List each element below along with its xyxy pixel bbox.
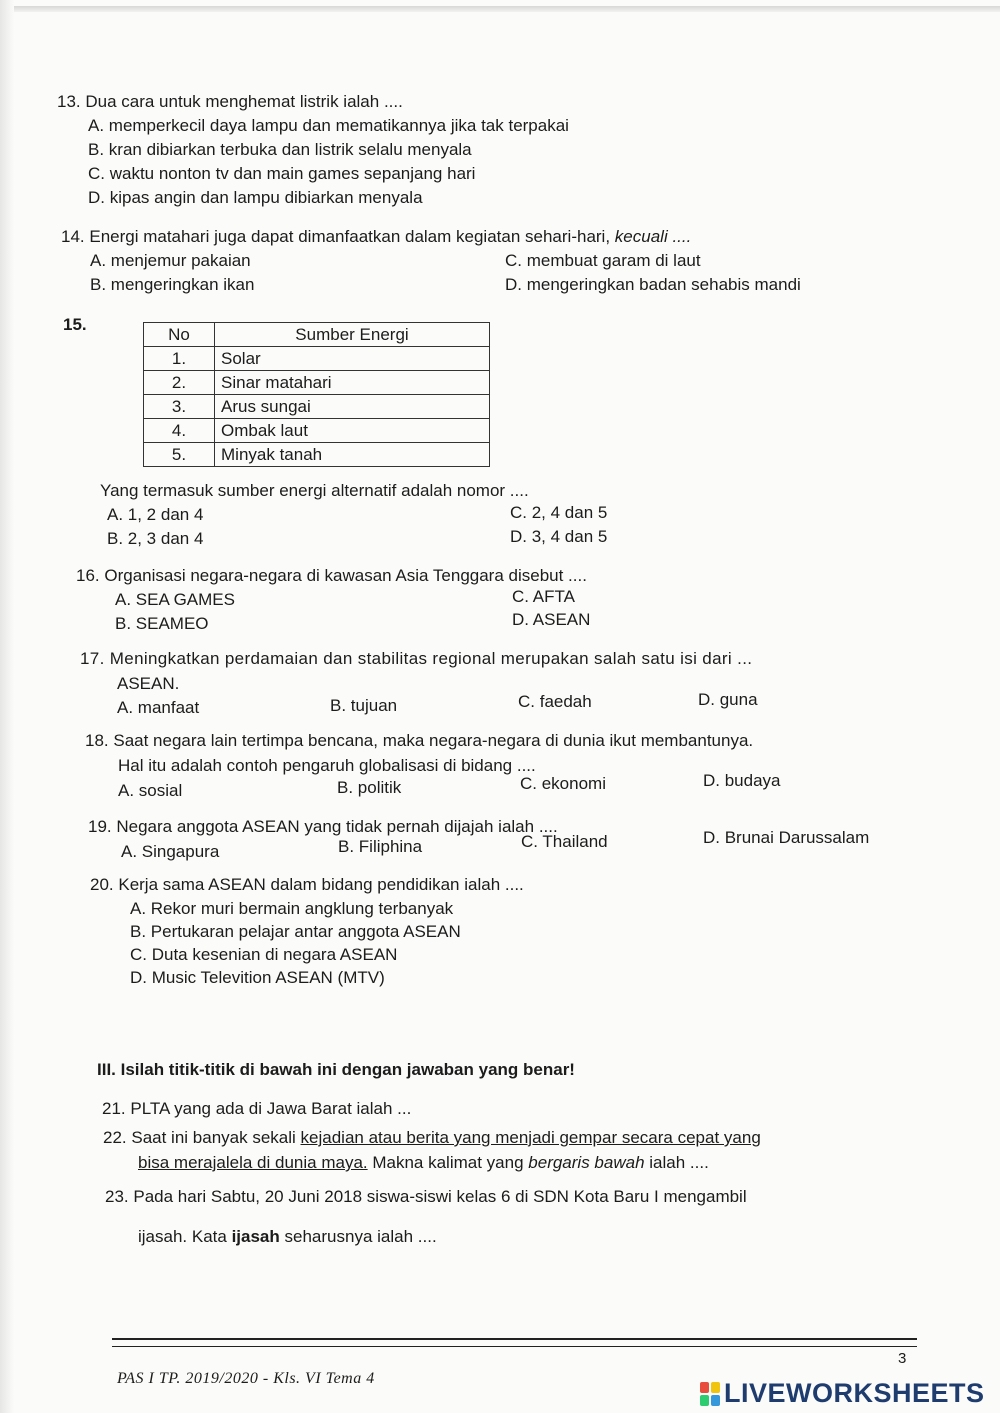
question-13-option-d: D. kipas angin dan lampu dibiarkan menyala	[88, 188, 423, 207]
question-18-option-b: B. politik	[337, 778, 402, 797]
question-13-option-b: B. kran dibiarkan terbuka dan listrik selalu menyala	[88, 140, 472, 159]
table-cell-no: 1.	[144, 347, 215, 371]
question-14-option-a: A. menjemur pakaian	[90, 251, 251, 270]
table-cell-source: Arus sungai	[215, 395, 490, 419]
table-cell-source: Sinar matahari	[215, 371, 490, 395]
footer-exam-label: PAS I TP. 2019/2020 - Kls. VI Tema 4	[117, 1370, 375, 1387]
question-17-option-b: B. tujuan	[330, 696, 398, 715]
table-row	[144, 443, 490, 467]
table-cell-source: Minyak tanah	[215, 443, 490, 467]
question-17-option-a: A. manfaat	[117, 698, 200, 717]
question-17-stem-line2: ASEAN.	[117, 674, 180, 693]
question-13-option-c: C. waktu nonton tv dan main games sepanjang hari	[88, 164, 476, 183]
table-cell-no: 5.	[144, 443, 215, 467]
table-cell-no: 2.	[144, 371, 215, 395]
table-row	[144, 347, 490, 371]
question-17-option-d: D. guna	[698, 690, 758, 709]
question-20-option-b: B. Pertukaran pelajar antar anggota ASEAN	[130, 922, 461, 941]
question-13-option-a: A. memperkecil daya lampu dan mematikannya jika tak terpakai	[88, 116, 569, 135]
question-16-option-c: C. AFTA	[512, 587, 575, 606]
liveworksheets-logo-icon	[700, 1382, 720, 1406]
table-cell-source: Solar	[215, 347, 490, 371]
question-19-option-b: B. Filiphina	[338, 837, 423, 856]
table-header-sumber-energi: Sumber Energi	[215, 323, 490, 347]
question-20-stem: 20. Kerja sama ASEAN dalam bidang pendidikan ialah ....	[90, 875, 524, 894]
question-15-option-b: B. 2, 3 dan 4	[107, 529, 204, 548]
question-15-option-d: D. 3, 4 dan 5	[510, 527, 608, 546]
table-cell-source: Ombak laut	[215, 419, 490, 443]
liveworksheets-logo-text: LIVEWORKSHEETS	[724, 1378, 985, 1408]
question-19-option-a: A. Singapura	[121, 842, 220, 861]
scan-left-edge	[0, 0, 14, 1413]
question-18-option-c: C. ekonomi	[520, 774, 606, 793]
question-20-option-d: D. Music Televition ASEAN (MTV)	[130, 968, 385, 987]
section-3-title: III. Isilah titik-titik di bawah ini dengan jawaban yang benar!	[97, 1060, 575, 1079]
question-23-post: seharusnya ialah ....	[284, 1227, 437, 1246]
question-23-pre: ijasah. Kata	[138, 1227, 227, 1246]
question-14-option-c: C. membuat garam di laut	[505, 251, 701, 270]
table-header-row	[144, 323, 490, 347]
question-19-stem: 19. Negara anggota ASEAN yang tidak pernah dijajah ialah ....	[88, 817, 558, 836]
question-22-line1	[103, 1127, 761, 1149]
question-22-lead: 22. Saat ini banyak sekali	[103, 1128, 296, 1147]
question-18-stem-line2: Hal itu adalah contoh pengaruh globalisasi di bidang ....	[118, 756, 536, 775]
table-row	[144, 371, 490, 395]
question-15-option-a: A. 1, 2 dan 4	[107, 505, 204, 524]
question-22-line2	[138, 1152, 709, 1174]
question-14-option-d: D. mengeringkan badan sehabis mandi	[505, 275, 801, 294]
question-19-option-d: D. Brunai Darussalam	[703, 828, 870, 847]
question-22-tail-italic: bergaris bawah	[528, 1153, 645, 1172]
table-header-no: No	[144, 323, 215, 347]
footer-rule	[112, 1338, 917, 1347]
table-cell-no: 3.	[144, 395, 215, 419]
question-14-stem	[61, 226, 691, 248]
scan-top-edge	[0, 6, 1000, 12]
question-23-line1: 23. Pada hari Sabtu, 20 Juni 2018 siswa-siswi kelas 6 di SDN Kota Baru I mengambil	[105, 1187, 747, 1206]
question-16-option-a: A. SEA GAMES	[115, 590, 235, 609]
question-14-stem-text: 14. Energi matahari juga dapat dimanfaatkan dalam kegiatan sehari-hari,	[61, 227, 611, 246]
question-16-stem: 16. Organisasi negara-negara di kawasan Asia Tenggara disebut ....	[76, 566, 587, 585]
liveworksheets-logo	[700, 1378, 985, 1409]
question-13-stem: 13. Dua cara untuk menghemat listrik ialah ....	[57, 92, 403, 111]
question-15-option-c: C. 2, 4 dan 5	[510, 503, 608, 522]
table-row	[144, 419, 490, 443]
question-15-number: 15.	[63, 315, 87, 334]
question-22-tail: Makna kalimat yang	[372, 1153, 524, 1172]
question-22-tail-end: ialah ....	[649, 1153, 709, 1172]
energy-source-table	[143, 322, 490, 467]
question-16-option-b: B. SEAMEO	[115, 614, 209, 633]
question-16-option-d: D. ASEAN	[512, 610, 591, 629]
question-14-stem-kecuali: kecuali ....	[614, 227, 692, 246]
question-15-stem: Yang termasuk sumber energi alternatif adalah nomor ....	[100, 481, 529, 500]
question-22-underlined-part1: kejadian atau berita yang menjadi gempar secara cepat yang	[300, 1128, 761, 1147]
table-cell-no: 4.	[144, 419, 215, 443]
question-18-stem-line1: 18. Saat negara lain tertimpa bencana, maka negara-negara di dunia ikut membantunya.	[85, 731, 754, 750]
question-17-stem-line1: 17. Meningkatkan perdamaian dan stabilitas regional merupakan salah satu isi dari ...	[80, 649, 753, 668]
question-20-option-c: C. Duta kesenian di negara ASEAN	[130, 945, 398, 964]
question-19-option-c: C. Thailand	[521, 832, 608, 851]
question-23-bold-word: ijasah	[231, 1227, 280, 1246]
question-21-stem: 21. PLTA yang ada di Jawa Barat ialah ...	[102, 1099, 412, 1118]
question-22-underlined-part2: bisa merajalela di dunia maya.	[138, 1153, 368, 1172]
page-number: 3	[898, 1350, 907, 1367]
question-20-option-a: A. Rekor muri bermain angklung terbanyak	[130, 899, 454, 918]
question-23-line2	[138, 1226, 437, 1248]
question-18-option-a: A. sosial	[118, 781, 183, 800]
question-14-option-b: B. mengeringkan ikan	[90, 275, 255, 294]
question-18-option-d: D. budaya	[703, 771, 781, 790]
table-row	[144, 395, 490, 419]
question-17-option-c: C. faedah	[518, 692, 592, 711]
